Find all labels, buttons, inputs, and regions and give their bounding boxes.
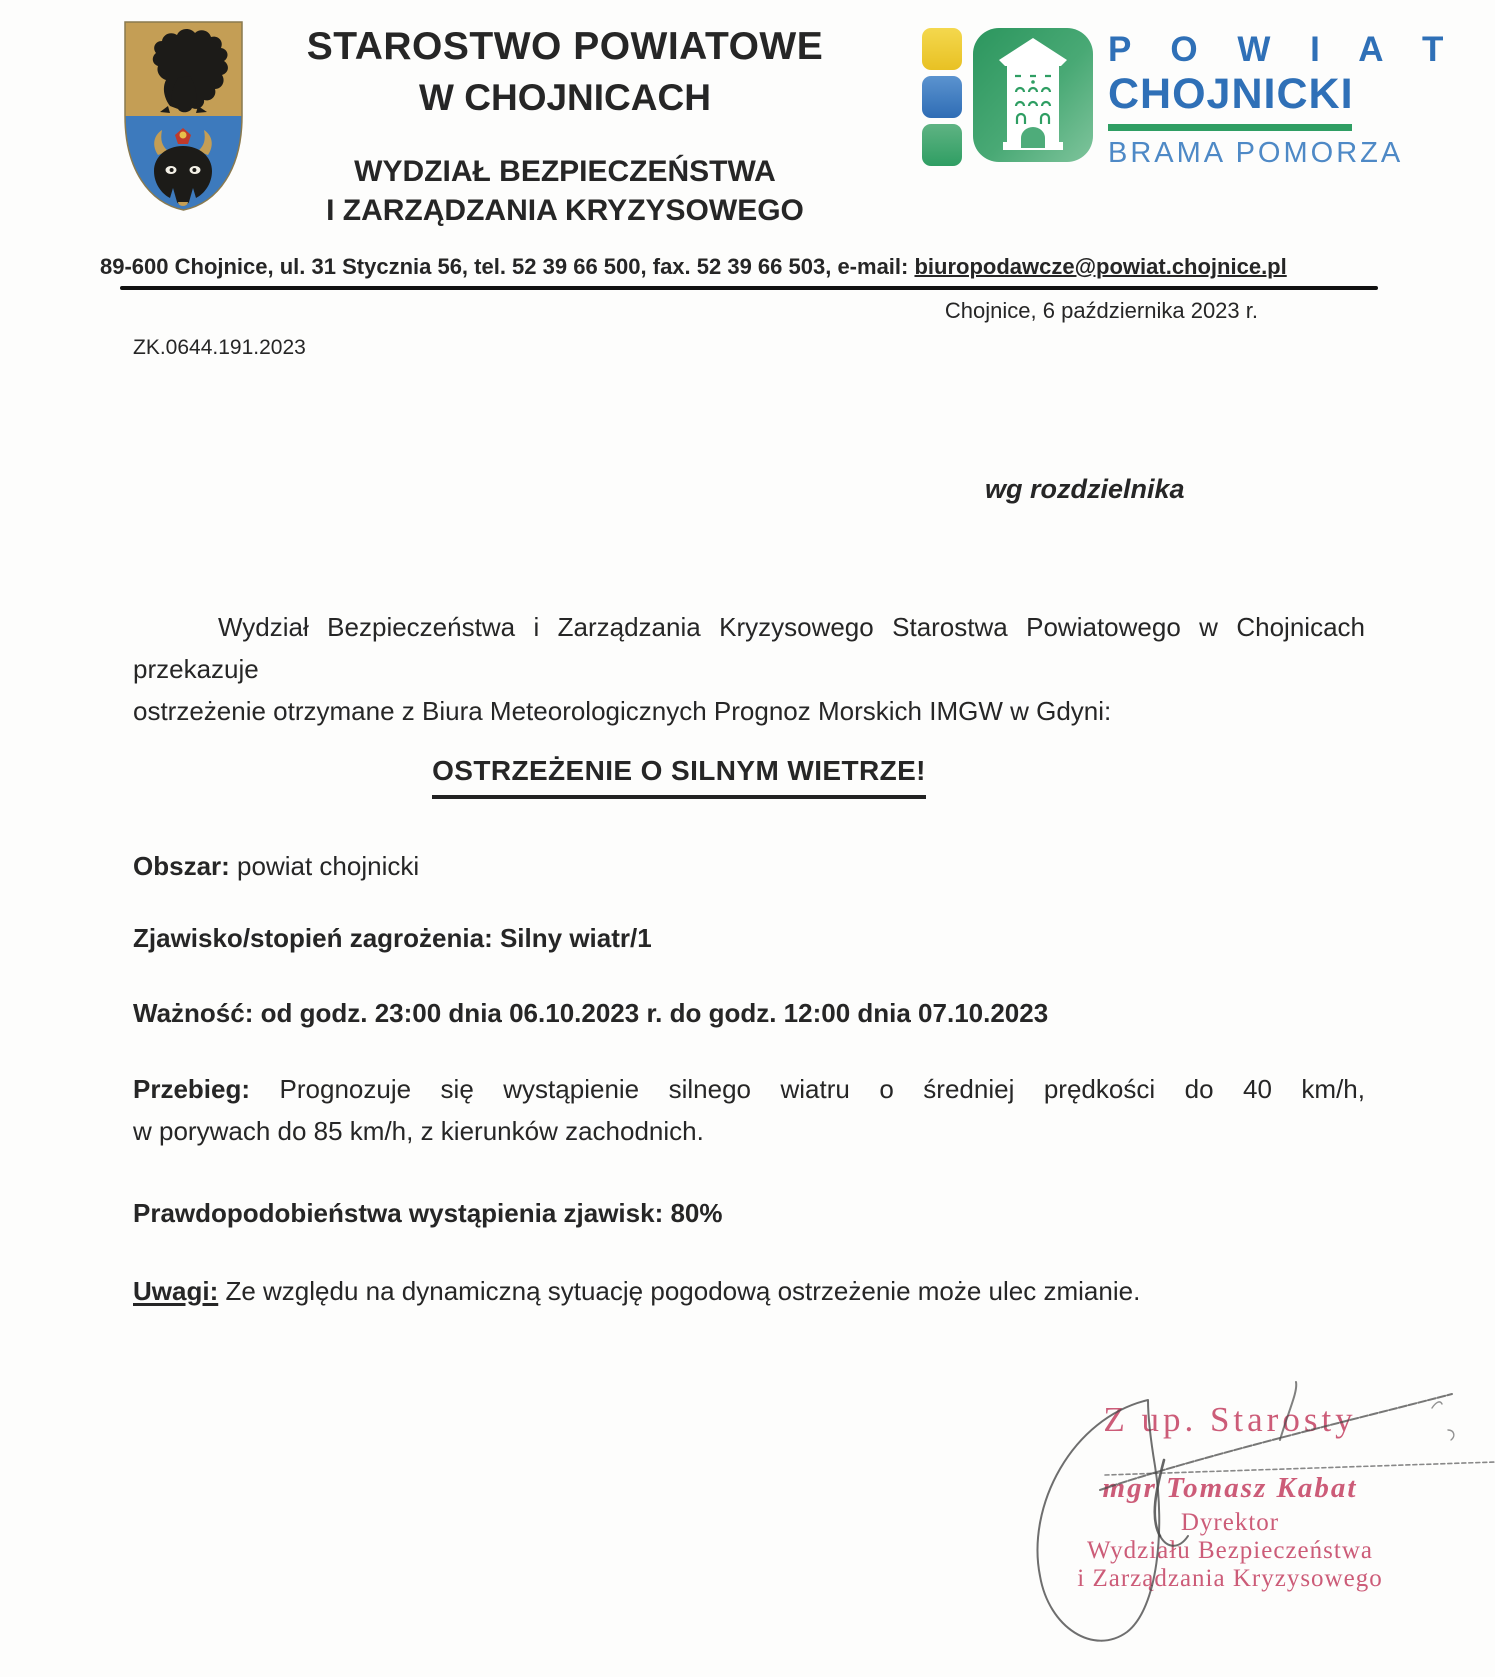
intro-line1: Wydział Bezpieczeństwa i Zarządzania Kryzysowego Starostwa Powiatowego w Chojnicach przekazuje — [133, 612, 1365, 684]
field-validity — [133, 992, 1365, 1034]
warning-title: OSTRZEŻENIE O SILNYM WIETRZE! — [432, 750, 926, 799]
official-stamp — [1025, 1400, 1435, 1593]
stamp-department-line1: Wydziału Bezpieczeństwa — [1087, 1537, 1373, 1564]
area-label: Obszar: — [133, 851, 230, 881]
field-phenomenon — [133, 917, 1365, 959]
validity-value: od godz. 23:00 dnia 06.10.2023 r. do godz. 12:00 dnia 07.10.2023 — [260, 998, 1049, 1028]
field-remarks — [133, 1270, 1365, 1312]
course-value-line2: w porywach do 85 km/h, z kierunków zachodnich. — [133, 1116, 704, 1146]
logo-name-chojnicki: CHOJNICKI — [1108, 70, 1354, 118]
stamp-signer-title: Dyrektor — [1180, 1509, 1280, 1536]
stamp-signer-name: mgr Tomasz Kabat — [1102, 1472, 1358, 1504]
logo-green-rule — [1108, 124, 1352, 131]
logo-color-squares-icon — [922, 28, 962, 166]
distribution-note: wg rozdzielnika — [985, 474, 1185, 504]
course-line1 — [133, 1068, 1365, 1110]
department-line1: WYDZIAŁ BEZPIECZEŃSTWA — [354, 154, 776, 188]
powiat-chojnicki-logo — [922, 26, 1459, 170]
reference-number: ZK.0644.191.2023 — [133, 336, 306, 359]
stamp-department-line2: i Zarządzania Kryzysowego — [1077, 1565, 1383, 1592]
phenomenon-value: Silny wiatr/1 — [499, 923, 652, 953]
green-square-icon — [922, 124, 962, 166]
field-course — [133, 1068, 1365, 1152]
course-label: Przebieg: — [133, 1074, 251, 1104]
place-and-date: Chojnice, 6 października 2023 r. — [944, 298, 1258, 323]
coat-of-arms-icon — [118, 18, 249, 214]
intro-line2: ostrzeżenie otrzymane z Biura Meteorologicznych Prognoz Morskich IMGW w Gdyni: — [133, 696, 1112, 726]
contact-email: biuropodawcze@powiat.chojnice.pl — [914, 254, 1287, 279]
probability-label: Prawdopodobieństwa wystąpienia zjawisk: — [133, 1198, 664, 1228]
org-name-line2: W CHOJNICACH — [419, 77, 711, 119]
intro-paragraph — [133, 606, 1365, 732]
field-area — [133, 845, 1365, 887]
remarks-label: Uwagi: — [133, 1276, 219, 1306]
area-value: powiat chojnicki — [237, 851, 420, 881]
logo-tagline: BRAMA POMORZA — [1108, 137, 1404, 169]
phenomenon-label: Zjawisko/stopień zagrożenia: — [133, 923, 493, 953]
gate-tower-icon — [971, 26, 1095, 164]
department-line2: I ZARZĄDZANIA KRYZYSOWEGO — [326, 194, 804, 228]
contact-address: 89-600 Chojnice, ul. 31 Stycznia 56, tel. 52 39 66 500, fax. 52 39 66 503, e-mail: — [100, 254, 915, 279]
logo-wordmark — [1108, 30, 1459, 170]
course-value-line1: Prognozuje się wystąpienie silnego wiatru o średniej prędkości do 40 km/h, — [279, 1074, 1365, 1104]
probability-value: 80% — [670, 1198, 723, 1228]
org-name-line1: STAROSTWO POWIATOWE — [306, 25, 824, 68]
field-probability — [133, 1192, 1365, 1234]
remarks-value: Ze względu na dynamiczną sytuację pogodową ostrzeżenie może ulec zmianie. — [225, 1276, 1141, 1306]
yellow-square-icon — [922, 28, 962, 70]
header-divider-rule — [120, 286, 1378, 290]
validity-label: Ważność: — [133, 998, 254, 1028]
blue-square-icon — [922, 76, 962, 118]
warning-title-row — [133, 750, 1365, 799]
stamp-authorization-line: Z up. Starosty — [1103, 1400, 1357, 1439]
logo-name-powiat: P O W I A T — [1108, 30, 1459, 69]
contact-line — [100, 254, 1287, 280]
letterhead-titles — [260, 24, 870, 228]
